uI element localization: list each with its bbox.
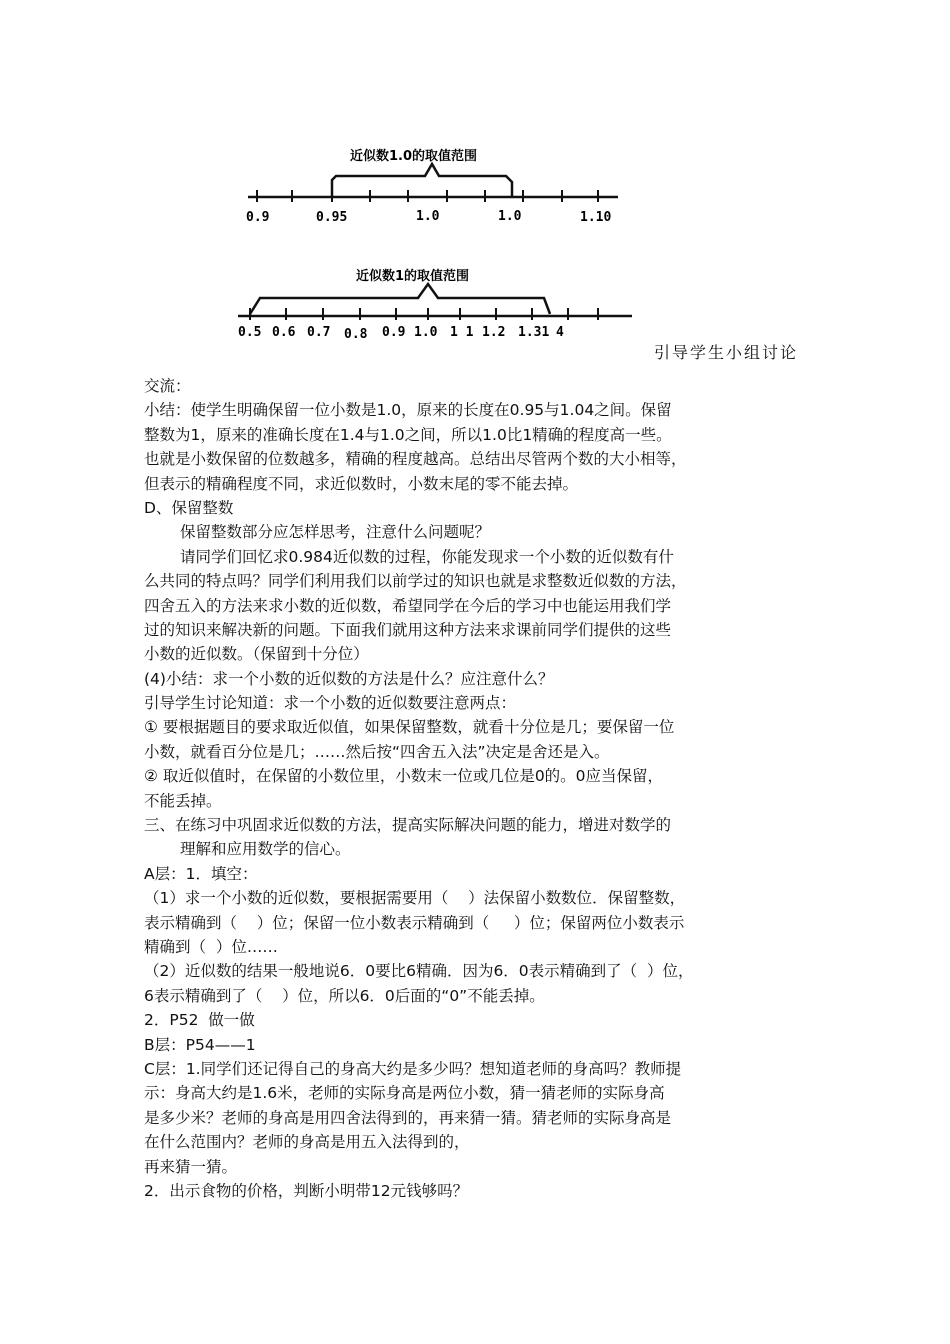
text-line: 引导学生讨论知道：求一个小数的近似数要注意两点： <box>144 694 517 713</box>
document-body <box>144 374 814 1203</box>
text-line: 小数的近似数。（保留到十分位） <box>144 645 369 664</box>
text-line: 么共同的特点吗？同学们利用我们以前学过的知识也就是求整数近似数的方法， <box>144 572 687 591</box>
text-line: 四舍五入的方法来求小数的近似数，希望同学在今后的学习中也能运用我们学 <box>144 596 672 615</box>
text-line: ② 取近似值时，在保留的小数位里，小数末一位或几位是0的。0应当保留， <box>144 767 664 786</box>
tick-label: 0.9 <box>382 325 406 340</box>
number-line-1-svg <box>240 140 630 235</box>
text-line: 但表示的精确程度不同，求近似数时，小数末尾的零不能去掉。 <box>144 474 579 493</box>
axis-ticks-2 <box>250 308 598 320</box>
text-line: 过的知识来解决新的问题。下面我们就用这种方法来求课前同学们提供的这些 <box>144 620 672 639</box>
text-line: C层：1.同学们还记得自己的身高大约是多少吗？想知道老师的身高吗？教师提 <box>144 1059 682 1078</box>
tick-label: 1.10 <box>580 210 612 225</box>
tick-label: 0.6 <box>272 325 296 340</box>
text-line: 交流： <box>144 377 191 395</box>
tick-label: 1.0 <box>414 325 438 340</box>
text-line: 在什么范围内？老师的身高是用五入法得到的， <box>144 1133 470 1152</box>
text-line: 表示精确到（ ）位；保留一位小数表示精确到（ ）位；保留两位小数表示 <box>144 913 685 932</box>
text-line: （1）求一个小数的近似数，要根据需要用（ ）法保留小数数位．保留整数， <box>144 889 686 908</box>
text-line: 理解和应用数学的信心。 <box>180 840 351 859</box>
tick-label: 1.2 <box>482 325 506 340</box>
figure-1-title: 近似数1.0的取值范围 <box>350 149 478 164</box>
text-line: 小数，就看百分位是几；……然后按“四舍五入法”决定是舍还是入。 <box>144 742 610 761</box>
text-line: 小结：使学生明确保留一位小数是1.0，原来的长度在0.95与1.04之间。保留 <box>144 401 672 420</box>
number-line-2-svg <box>228 262 638 342</box>
text-line: B层：P54——1 <box>144 1035 256 1054</box>
text-line: (4)小结：求一个小数的近似数的方法是什么？应注意什么？ <box>144 669 554 688</box>
tick-label: 0.8 <box>344 327 368 342</box>
figure-caption: 引导学生小组讨论 <box>654 343 799 362</box>
text-line: 也就是小数保留的位数越多，精确的程度越高。总结出尽管两个数的大小相等， <box>144 450 687 469</box>
text-line: 再来猜一猜。 <box>144 1157 238 1176</box>
text-line: （2）近似数的结果一般地说6．0要比6精确．因为6．0表示精确到了（ ）位， <box>144 962 694 981</box>
section-heading: D、保留整数 <box>144 498 234 517</box>
text-line: 保留整数部分应怎样思考，注意什么问题呢？ <box>180 523 491 542</box>
number-line-figure-2 <box>228 262 638 342</box>
text-line: 6表示精确到了（ ）位，所以6．0后面的“0”不能丢掉。 <box>144 986 545 1005</box>
text-line: 是多少米？老师的身高是用四舍法得到的，再来猜一猜。猜老师的实际身高是 <box>144 1108 672 1127</box>
text-line: A层：1．填空： <box>144 864 258 883</box>
tick-label: 0.9 <box>246 210 270 225</box>
text-line: 2．P52 做一做 <box>144 1011 255 1030</box>
text-line: 不能丢掉。 <box>144 791 222 810</box>
section-heading: 三、在练习中巩固求近似数的方法，提高实际解决问题的能力，增进对数学的 <box>144 816 672 835</box>
range-bracket-2 <box>250 284 550 314</box>
tick-label: 1 1 <box>450 325 474 340</box>
text-line: 精确到（ ）位…… <box>144 937 278 956</box>
text-line: 整数为1，原来的准确长度在1.4与1.0之间，所以1.0比1精确的程度高一些。 <box>144 425 672 444</box>
number-line-figure-1 <box>240 140 630 235</box>
tick-label: 4 <box>556 325 564 340</box>
tick-label: 0.95 <box>316 210 348 225</box>
tick-label: 1.31 <box>518 325 550 340</box>
tick-label: 1.0 <box>498 209 522 224</box>
text-line: 示：身高大约是1.6米，老师的实际身高是两位小数，猜一猜老师的实际身高 <box>144 1084 665 1103</box>
text-line: 请同学们回忆求0.984近似数的过程，你能发现求一个小数的近似数有什 <box>180 547 674 566</box>
figure-2-title: 近似数1的取值范围 <box>356 269 470 284</box>
text-line: 2．出示食物的价格，判断小明带12元钱够吗？ <box>144 1181 469 1200</box>
tick-label: 0.7 <box>307 325 331 340</box>
text-line: ① 要根据题目的要求取近似值，如果保留整数，就看十分位是几；要保留一位 <box>144 718 675 737</box>
tick-label: 0.5 <box>238 325 262 340</box>
tick-label: 1.0 <box>416 209 440 224</box>
